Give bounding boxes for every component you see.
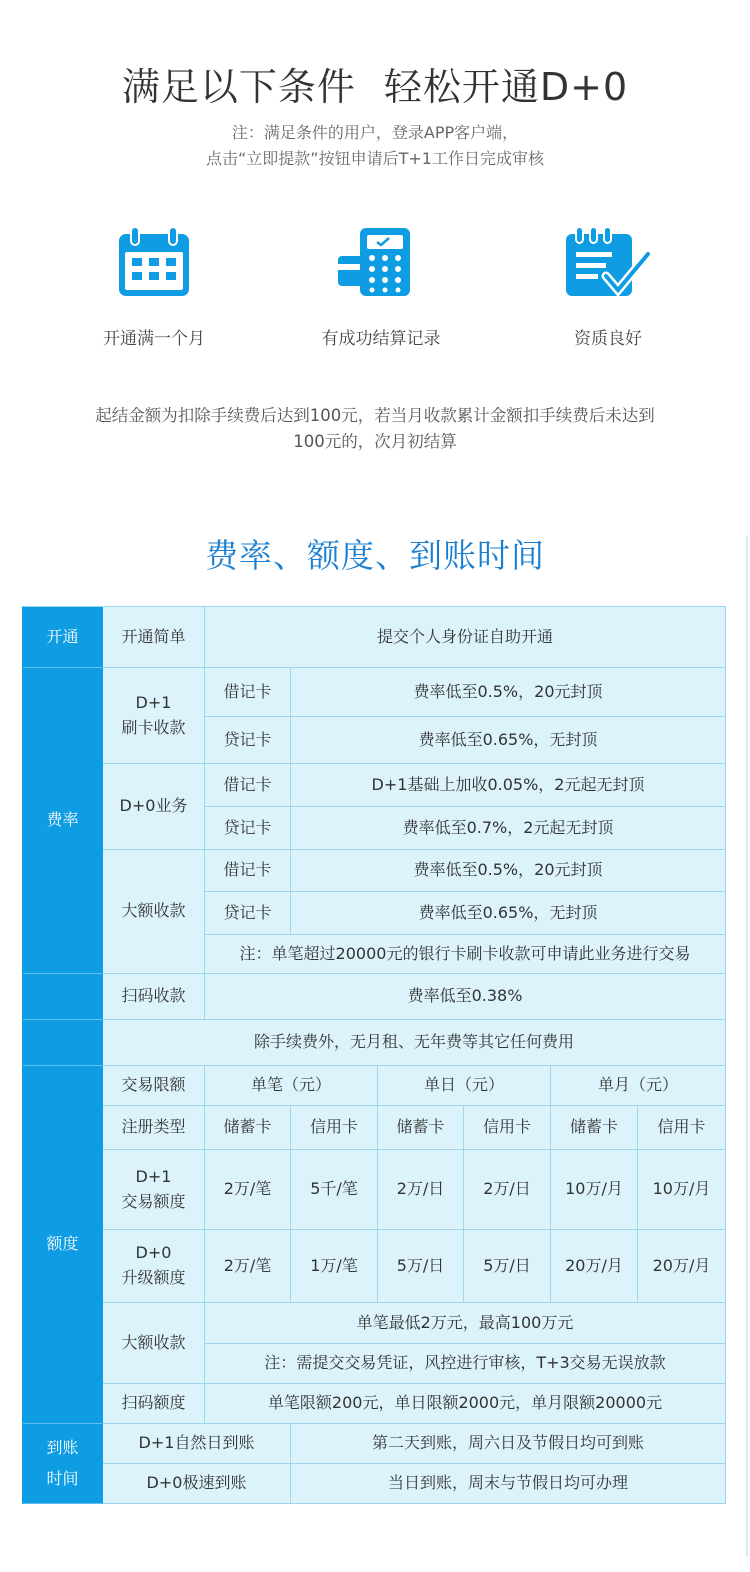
scan-limit-value: 单笔限额200元，单日限额2000元，单月限额20000元 <box>205 1384 726 1424</box>
rate-d1-label-line2: 刷卡收款 <box>121 717 186 737</box>
rate-d1-label <box>103 668 205 764</box>
title-part-2: 轻松开通D+0 <box>383 65 629 109</box>
calendar-icon <box>117 226 191 298</box>
limit-value: 2万/笔 <box>205 1150 291 1230</box>
arrival-d0-value: 当日到账，周末与节假日均可办理 <box>291 1464 726 1504</box>
page-title <box>0 56 750 111</box>
arrival-d0-label: D+0极速到账 <box>103 1464 291 1504</box>
feature-label: 有成功结算记录 <box>321 329 441 349</box>
row-head-blank <box>23 974 103 1020</box>
settlement-note-line-2: 100元的，次月初结算 <box>293 432 457 451</box>
card-type-header: 储蓄卡 <box>378 1106 464 1150</box>
arrival-head-line1: 到账 <box>46 1438 79 1458</box>
limit-value: 20万/月 <box>638 1230 726 1303</box>
arrival-d1-value: 第二天到账，周六日及节假日均可到账 <box>291 1424 726 1464</box>
card-type-label: 贷记卡 <box>205 717 291 764</box>
fee-note: 除手续费外，无月租、无年费等其它任何费用 <box>103 1020 726 1066</box>
section-title: 费率、额度、到账时间 <box>205 536 545 575</box>
limit-value: 5万/日 <box>378 1230 464 1303</box>
per-day-header: 单日（元） <box>378 1066 551 1106</box>
rate-value: 费率低至0.65%，无封顶 <box>291 717 726 764</box>
card-type-label: 借记卡 <box>205 850 291 892</box>
trade-limit-label: 交易限额 <box>103 1066 205 1106</box>
title-part-1: 满足以下条件 <box>121 65 356 109</box>
scan-rate-value: 费率低至0.38% <box>205 974 726 1020</box>
rate-big-note: 注：单笔超过20000元的银行卡刷卡收款可申请此业务进行交易 <box>205 935 726 974</box>
right-divider <box>746 536 748 1556</box>
card-type-label: 贷记卡 <box>205 807 291 850</box>
per-transaction-header: 单笔（元） <box>205 1066 378 1106</box>
rate-d0-label: D+0业务 <box>103 764 205 850</box>
arrival-d1-label: D+1自然日到账 <box>103 1424 291 1464</box>
row-head-blank <box>23 1020 103 1066</box>
card-type-header: 储蓄卡 <box>551 1106 638 1150</box>
limit-big-value: 单笔最低2万元，最高100万元 <box>205 1303 726 1344</box>
limit-value: 10万/月 <box>551 1150 638 1230</box>
limit-value: 5千/笔 <box>291 1150 378 1230</box>
feature-label: 开通满一个月 <box>103 329 205 349</box>
registration-type-label: 注册类型 <box>103 1106 205 1150</box>
rate-value: 费率低至0.5%，20元封顶 <box>291 668 726 717</box>
feature-settlement-record <box>281 226 481 349</box>
limit-big-label: 大额收款 <box>103 1303 205 1384</box>
checklist-icon <box>564 226 652 298</box>
rate-value: 费率低至0.5%，20元封顶 <box>291 850 726 892</box>
limit-value: 10万/月 <box>638 1150 726 1230</box>
limit-value: 20万/月 <box>551 1230 638 1303</box>
per-month-header: 单月（元） <box>551 1066 726 1106</box>
card-type-header: 储蓄卡 <box>205 1106 291 1150</box>
limit-big-note: 注：需提交交易凭证，风控进行审核，T+3交易无误放款 <box>205 1344 726 1384</box>
card-type-label: 借记卡 <box>205 668 291 717</box>
limit-d1-label-line2: 交易额度 <box>121 1191 186 1211</box>
limit-value: 5万/日 <box>464 1230 551 1303</box>
limit-d0-label <box>103 1230 205 1303</box>
limit-value: 2万/日 <box>378 1150 464 1230</box>
card-type-label: 借记卡 <box>205 764 291 807</box>
feature-good-qualification <box>508 226 708 349</box>
feature-open-one-month <box>54 226 254 349</box>
limit-d1-label <box>103 1150 205 1230</box>
limit-value: 1万/笔 <box>291 1230 378 1303</box>
rate-d1-label-line1: D+1 <box>135 692 172 712</box>
limit-d0-label-line2: 升级额度 <box>121 1268 186 1287</box>
rate-value: 费率低至0.65%，无封顶 <box>291 892 726 935</box>
row-head-limit: 额度 <box>23 1066 103 1424</box>
arrival-head-line2: 时间 <box>46 1468 79 1488</box>
row-head-rate: 费率 <box>23 668 103 974</box>
note-line-1: 注：满足条件的用户，登录APP客户端， <box>231 123 519 142</box>
limit-d0-label-line1: D+0 <box>135 1243 172 1263</box>
scan-rate-label: 扫码收款 <box>103 974 205 1020</box>
limit-value: 2万/日 <box>464 1150 551 1230</box>
card-type-label: 贷记卡 <box>205 892 291 935</box>
rate-limit-table <box>22 606 726 1504</box>
row-head-open: 开通 <box>23 607 103 668</box>
limit-value: 2万/笔 <box>205 1230 291 1303</box>
limit-d1-label-line1: D+1 <box>135 1166 172 1186</box>
settlement-note-line-1: 起结金额为扣除手续费后达到100元，若当月收款累计金额扣手续费后未达到 <box>95 406 655 425</box>
note-line-2: 点击“立即提款”按钮申请后T+1工作日完成审核 <box>206 149 544 168</box>
rate-big-label: 大额收款 <box>103 850 205 974</box>
calculator-icon <box>336 226 426 298</box>
rate-value: 费率低至0.7%，2元起无封顶 <box>291 807 726 850</box>
rate-value: D+1基础上加收0.05%，2元起无封顶 <box>291 764 726 807</box>
card-type-header: 信用卡 <box>291 1106 378 1150</box>
feature-label: 资质良好 <box>574 329 642 349</box>
card-type-header: 信用卡 <box>638 1106 726 1150</box>
open-label: 开通简单 <box>103 607 205 668</box>
card-type-header: 信用卡 <box>464 1106 551 1150</box>
scan-limit-label: 扫码额度 <box>103 1384 205 1424</box>
open-value: 提交个人身份证自助开通 <box>205 607 726 668</box>
row-head-arrival <box>23 1424 103 1504</box>
